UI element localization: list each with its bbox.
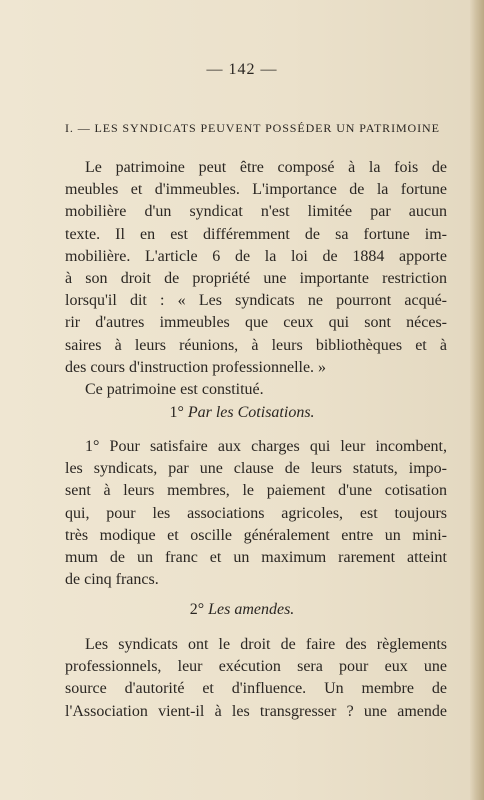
text-line: très modique et oscille généralement entre un mini- [65,526,447,544]
text-line: Le patrimoine peut être composé à la fois de [85,159,447,176]
text-line: mobilière d'un syndicat n'est limitée par aucun [65,203,447,221]
subheading-number: 1° [169,404,184,421]
text-line: source d'autorité et d'influence. Un membre de [65,680,447,698]
paragraph-cotisations [65,436,447,591]
text-line: Ce patrimoine est constitué. [85,380,264,398]
text-line: les syndicats, par une clause de leurs statuts, impo- [65,460,447,478]
text-line: sent à leurs membres, le paiement d'une cotisation [65,482,447,500]
text-line: à son droit de propriété une importante restriction [65,269,447,287]
text-line: rir d'autres immeubles que ceux qui sont néces- [65,314,447,332]
text-line: professionnels, leur exécution sera pour eux une [65,658,447,676]
text-line: Les syndicats ont le droit de faire des règlements [85,636,447,653]
paragraph-patrimoine [65,157,447,401]
subheading-text: Par les Cotisations. [187,404,315,421]
text-line: saires à leurs réunions, à leurs bibliothèques et à [65,336,447,354]
text-line: 1° Pour satisfaire aux charges qui leur incombent, [85,438,447,455]
page-edge [470,0,484,800]
text-line: qui, pour les associations agricoles, est toujours [65,504,447,522]
subheading-amendes [0,601,484,619]
subheading-cotisations [0,404,484,422]
text-line: des cours d'instruction professionnelle. » [65,358,327,376]
text-line: meubles et d'immeubles. L'importance de la fortune [65,181,447,199]
paragraph-amendes [65,634,447,723]
text-line: mobilière. L'article 6 de la loi de 1884 apporte [65,247,447,265]
text-line: lorsqu'il dit : « Les syndicats ne pourront acqué- [65,292,447,310]
text-line: de cinq francs. [65,571,159,589]
section-heading: I. — LES SYNDICATS PEUVENT POSSÉDER UN PATRIMOINE [65,121,440,135]
text-line: mum de un franc et un maximum rarement atteint [65,548,447,566]
subheading-text: Les amendes. [208,601,295,618]
text-line: l'Association vient-il à les transgresser ? une amende [65,702,447,720]
text-line: texte. Il en est différemment de sa fortune im- [65,225,447,243]
subheading-number: 2° [189,601,205,618]
page-number: — 142 — [206,61,278,78]
